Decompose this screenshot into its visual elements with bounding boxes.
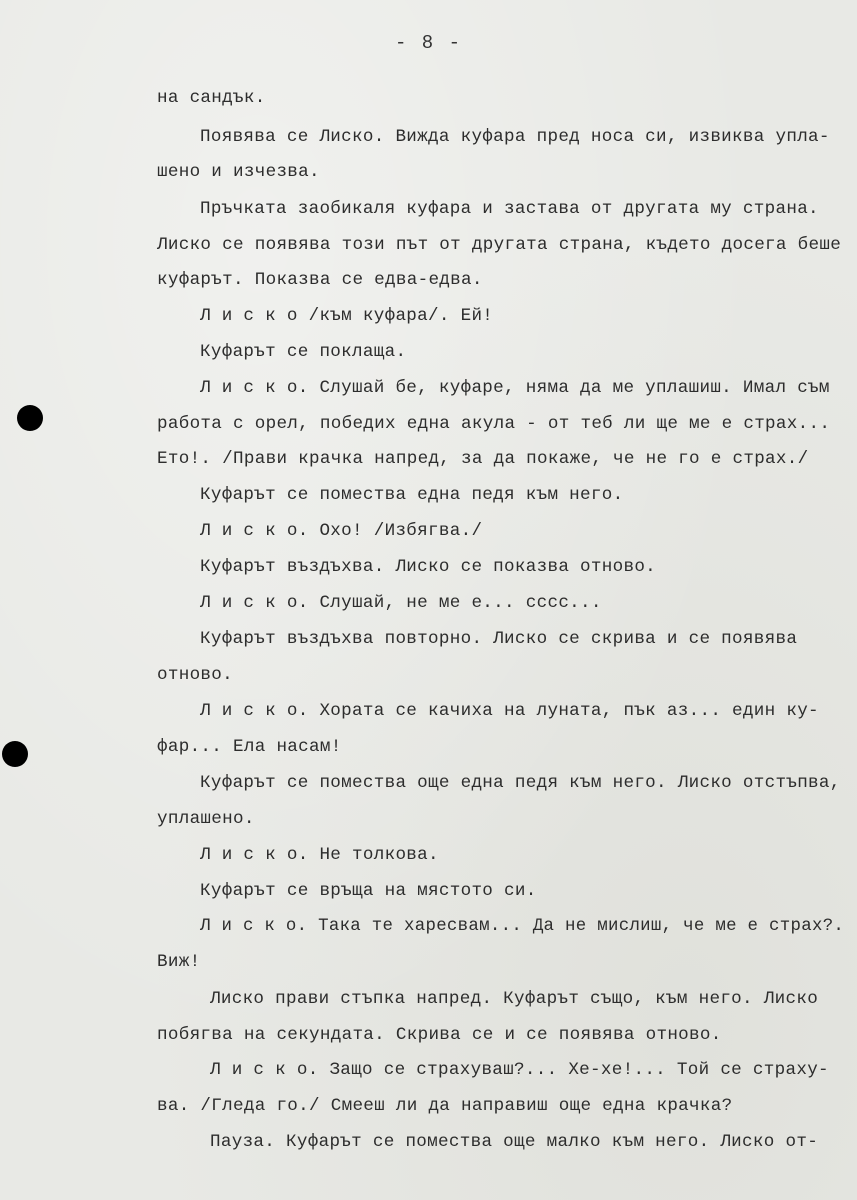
text-line: уплашено. [157,809,255,829]
text-line: фар... Ела насам! [157,737,342,757]
text-line: шено и изчезва. [157,162,320,182]
text-line: Куфарът въздъхва. Лиско се показва отново. [200,557,657,577]
text-line: Ето!. /Прави крачка напред, за да покаже, че не го е страх./ [157,449,809,469]
text-line: Л и с к о. Слушай бе, куфаре, няма да ме уплашиш. Имал съм [200,378,830,398]
text-line: Л и с к о. Слушай, не ме е... сссс... [200,593,602,613]
text-line: Куфарът се помества една педя към него. [200,485,624,505]
text-line: Пръчката заобикаля куфара и застава от другата му страна. [200,199,819,219]
text-line: Л и с к о. Така те харесвам... Да не мислиш, че ме е страх?. [200,917,845,936]
text-line: Пауза. Куфарът се помества още малко към него. Лиско от- [210,1132,819,1152]
text-line: Лиско прави стъпка напред. Куфарът също, към него. Лиско [210,989,819,1009]
punch-hole-top [17,405,43,431]
text-line: Л и с к о. Хората се качиха на луната, пък аз... един ку- [200,701,819,721]
text-line: отново. [157,665,234,685]
text-line: Куфарът се поклаща. [200,342,407,362]
text-line: Л и с к о. Охо! /Избягва./ [200,521,483,541]
text-line: на сандък. [157,88,266,108]
page-number: - 8 - [394,32,462,54]
text-line: Куфарът се помества още една педя към него. Лиско отстъпва, [200,773,841,793]
text-line: куфарът. Показва се едва-едва. [157,270,483,290]
text-line: работа с орел, победих една акула - от теб ли ще ме е страх... [157,414,831,434]
text-line: Л и с к о /към куфара/. Ей! [200,306,494,326]
text-line: побягва на секундата. Скрива се и се появява отново. [157,1025,722,1045]
text-line: Л и с к о. Не толкова. [200,845,439,865]
text-line: Куфарът се връща на мястото си. [200,881,537,901]
text-line: Появява се Лиско. Вижда куфара пред носа си, извиква упла- [200,127,830,147]
text-line: Виж! [157,952,201,972]
text-line: Л и с к о. Защо се страхуваш?... Хе-хе!... Той се страху- [210,1060,829,1080]
text-line: Лиско се появява този път от другата страна, където досега беше [157,235,842,255]
punch-hole-bottom [2,741,28,767]
text-line: Куфарът въздъхва повторно. Лиско се скрива и се появява [200,629,798,649]
text-line: ва. /Гледа го./ Смееш ли да направиш още една крачка? [157,1096,733,1116]
